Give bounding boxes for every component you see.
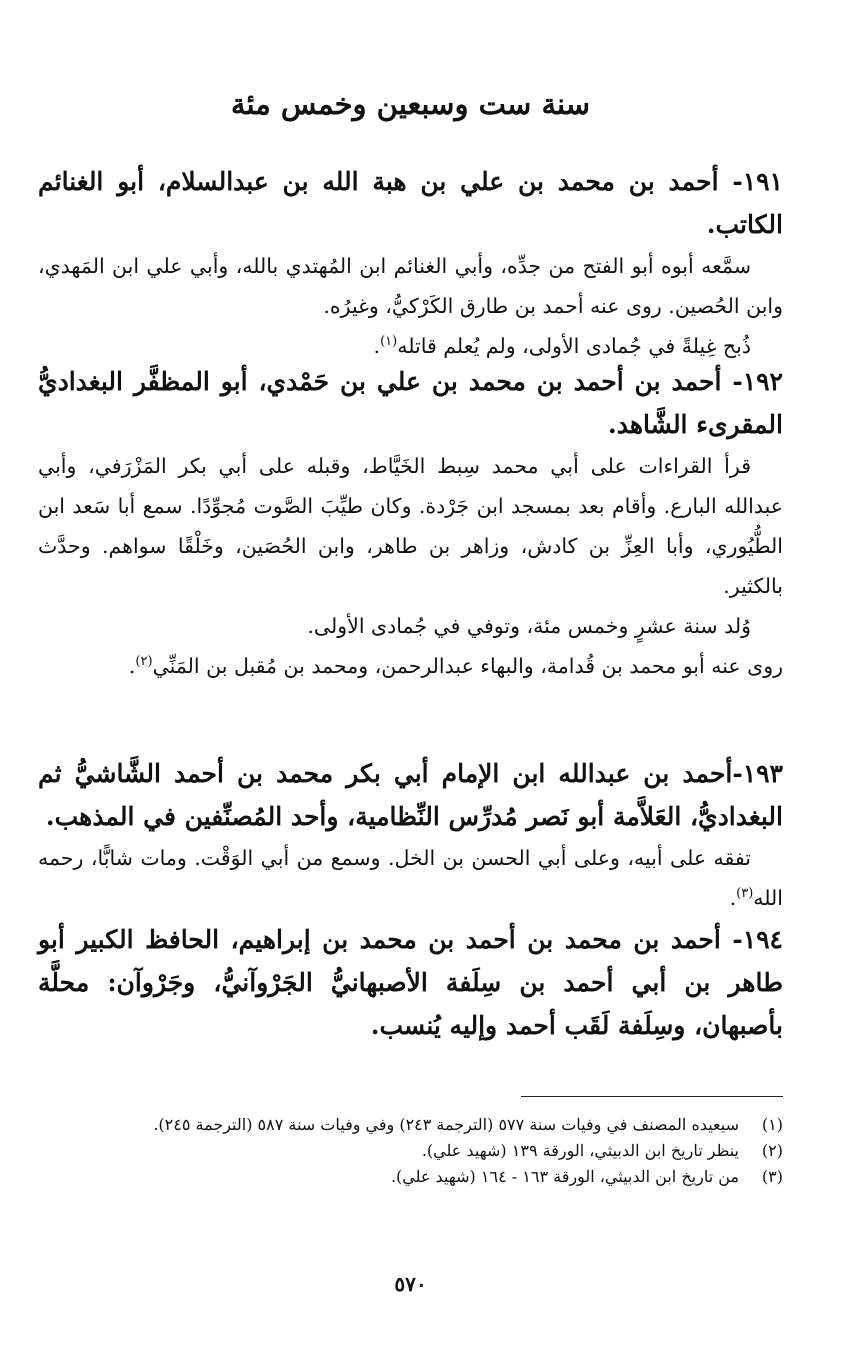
entry-192 xyxy=(38,360,783,686)
entry-heading: ١٩٤- أحمد بن محمد بن أحمد بن محمد بن إبراهيم، الحافظ الكبير أبو طاهر بن أبي أحمد بن سِلَفة الأصبهانيُّ الجَرْوآنيُّ، وجَرْوآن: محلَّة بأصبهان، وسِلَفة لَقَب أحمد وإليه يُنسب. xyxy=(38,925,783,1040)
entry-paragraph: روى عنه أبو محمد بن قُدامة، والبهاء عبدالرحمن، ومحمد بن مُقبل بن المَنِّي$^{(٢)}$. xyxy=(128,654,783,678)
entry-paragraph: قرأ القراءات على أبي محمد سِبط الخَيَّاط، وقبله على أبي بكر المَزْرَفي، وأبي عبدالله البارع. وأقام بعد بمسجد ابن جَرْدة. وكان طيِّبَ الصَّوت مُجوِّدًا. سمع أبا سَعد ابن الطُّيُوري، وأبا العِزِّ بن كادش، وزاهر بن طاهر، وابن الحُصَين، وخَلْقًا سواهم. وحدَّث بالكثير. xyxy=(38,454,783,598)
entry-heading: ١٩٣-أحمد بن عبدالله ابن الإمام أبي بكر محمد بن أحمد الشَّاشيُّ ثم البغداديُّ، العَلاَّمة أبو نَصر مُدرِّس النِّظامية، وأحد المُصنِّفين في المذهب. xyxy=(38,759,783,831)
entry-paragraph: تفقه على أبيه، وعلى أبي الحسن بن الخل. وسمع من أبي الوَقْت. ومات شابًّا، رحمه الله$^{(٣)}$. xyxy=(38,846,783,910)
footnote-reference: (١) xyxy=(380,334,398,350)
page-number: ٥٧٠ xyxy=(394,1272,427,1296)
footnote-number: (٣) xyxy=(761,1167,783,1186)
footnote-text: من تاريخ ابن الدبيثي، الورقة ١٦٣ - ١٦٤ (شهيد علي). xyxy=(390,1167,739,1186)
entry-heading: ١٩٢- أحمد بن أحمد بن محمد بن علي بن حَمْدي، أبو المظفَّر البغداديُّ المقرىء الشَّاهد. xyxy=(38,367,783,439)
entry-paragraph: ذُبح غِيلةً في جُمادى الأولى، ولم يُعلم قاتله$^{(١)}$. xyxy=(373,334,751,358)
footnote xyxy=(38,1138,783,1164)
document-page xyxy=(38,0,783,1365)
footnote-text: سيعيده المصنف في وفيات سنة ٥٧٧ (الترجمة ٢٤٣) وفي وفيات سنة ٥٨٧ (الترجمة ٢٤٥). xyxy=(153,1115,739,1134)
entry-paragraph-text: ذُبح غِيلةً في جُمادى الأولى، ولم يُعلم قاتله xyxy=(397,334,751,358)
footnote-reference: (٢) xyxy=(135,654,153,670)
footnotes xyxy=(38,1112,783,1190)
entry-heading: ١٩١- أحمد بن محمد بن علي بن هبة الله بن عبدالسلام، أبو الغنائم الكاتب. xyxy=(38,167,783,239)
entry-191 xyxy=(38,160,783,366)
entry-194 xyxy=(38,918,783,1047)
footnote-divider xyxy=(521,1096,783,1097)
entry-paragraph-text: تفقه على أبيه، وعلى أبي الحسن بن الخل. وسمع من أبي الوَقْت. ومات شابًّا، رحمه الله xyxy=(38,846,783,910)
entry-paragraph: وُلد سنة عشرٍ وخمس مئة، وتوفي في جُمادى الأولى. xyxy=(307,614,751,638)
entry-paragraph-text: روى عنه أبو محمد بن قُدامة، والبهاء عبدالرحمن، ومحمد بن مُقبل بن المَنِّي xyxy=(152,654,783,678)
entry-193 xyxy=(38,752,783,918)
footnote-text: ينظر تاريخ ابن الدبيثي، الورقة ١٣٩ (شهيد علي). xyxy=(421,1141,739,1160)
footnote xyxy=(38,1164,783,1190)
footnote-reference: (٣) xyxy=(736,886,754,902)
footnote-number: (٢) xyxy=(761,1141,783,1160)
footnote xyxy=(38,1112,783,1138)
page-title: سنة ست وسبعين وخمس مئة xyxy=(230,87,591,121)
entry-paragraph: سمَّعه أبوه أبو الفتح من جدِّه، وأبي الغنائم ابن المُهتدي بالله، وأبي علي ابن المَهدي، وابن الحُصين. روى عنه أحمد بن طارق الكَرْكيُّ، وغيرُه. xyxy=(38,254,783,318)
footnote-number: (١) xyxy=(761,1115,783,1134)
